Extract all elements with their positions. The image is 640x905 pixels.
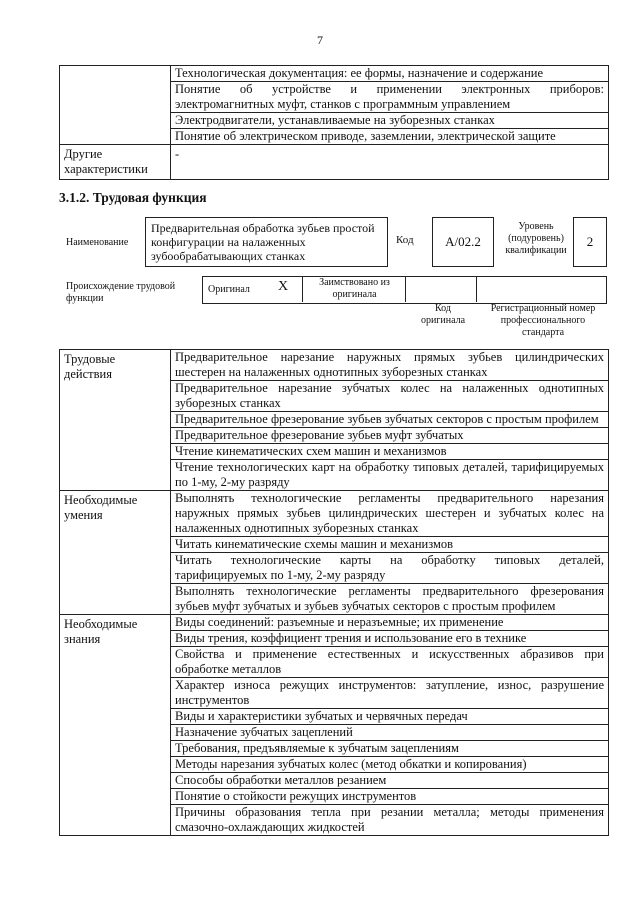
actions-list	[171, 350, 609, 491]
level-label: Уровень (подуровень) квалификации	[505, 221, 567, 256]
list-item: Виды трения, коэффициент трения и использование его в технике	[171, 631, 608, 647]
list-item: Причины образования тепла при резании металла; методы применения смазочно-охлаждающих жидкостей	[175, 805, 604, 834]
top-table	[59, 65, 609, 180]
origin-mark: X	[278, 279, 289, 294]
code-caption: Код оригинала	[420, 303, 466, 326]
list-item: Предварительное нарезание зубчатых колес на налаженных однотипных зуборезных станках	[171, 381, 608, 412]
origin-borrowed: Заимствовано из оригинала	[319, 277, 390, 300]
name-box	[145, 217, 388, 267]
main-table	[59, 349, 609, 836]
reg-caption: Регистрационный номер профессионального стандарта	[490, 303, 596, 338]
list-item: Выполнять технологические регламенты предварительного нарезания наружных прямых зубьев цилиндрических шестерен и зубчатых колес на налаженных однотипных зуборезных станках	[171, 491, 608, 537]
list-item: Свойства и применение естественных и искусственных абразивов при обработке металлов	[171, 647, 608, 678]
list-item: Виды и характеристики зубчатых и червячных передач	[171, 709, 608, 725]
list-item: Характер износа режущих инструментов: затупление, износ, разрушение инструментов	[171, 678, 608, 709]
list-item: Способы обработки металлов резанием	[171, 773, 608, 789]
other-characteristics-value: -	[171, 145, 609, 180]
function-name: Предварительная обработка зубьев простой конфигурации на налаженных зубообрабатывающих станках	[151, 221, 375, 263]
list-item: Понятие о стойкости режущих инструментов	[171, 789, 608, 805]
list-item: Чтение технологических карт на обработку типовых деталей, тарифицируемых по 1-му, 2-му разряду	[175, 460, 604, 489]
section-title: 3.1.2. Трудовая функция	[59, 190, 207, 205]
function-code: А/02.2	[445, 234, 481, 249]
empty-label-cell	[60, 66, 171, 145]
page-number: 7	[317, 33, 323, 47]
skills-list	[171, 491, 609, 615]
list-item: Чтение кинематических схем машин и механизмов	[171, 444, 608, 460]
level-box	[573, 217, 607, 267]
list-item: Назначение зубчатых зацеплений	[171, 725, 608, 741]
code-label: Код	[396, 234, 414, 246]
knowledge-list	[171, 615, 609, 836]
name-label: Наименование	[66, 237, 129, 248]
list-item: Предварительное фрезерование зубьев муфт зубчатых	[171, 428, 608, 444]
list-item: Технологическая документация: ее формы, назначение и содержание	[171, 66, 608, 82]
list-item: Выполнять технологические регламенты предварительного фрезерования зубьев муфт зубчатых и зубьев зубчатых секторов с простым профилем	[175, 584, 604, 613]
origin-label: Происхождение трудовой функции	[66, 281, 176, 304]
list-item: Требования, предъявляемые к зубчатым зацеплениям	[171, 741, 608, 757]
list-item: Предварительное нарезание наружных прямых зубьев цилиндрических шестерен на налаженных однотипных зуборезных станках	[171, 350, 608, 381]
actions-label: Трудовые действия	[60, 350, 171, 491]
list-item: Понятие об электрическом приводе, заземлении, электрической защите	[175, 129, 556, 143]
list-item: Виды соединений: разъемные и неразъемные; их применение	[171, 615, 608, 631]
origin-original: Оригинал	[208, 284, 250, 295]
knowledge-label: Необходимые знания	[60, 615, 171, 836]
list-item: Понятие об устройстве и применении электронных приборов: электромагнитных муфт, станков с программным управлением	[171, 82, 608, 113]
knowledge-continuation	[171, 66, 609, 145]
list-item: Предварительное фрезерование зубьев зубчатых секторов с простым профилем	[171, 412, 608, 428]
code-box	[432, 217, 494, 267]
list-item: Читать технологические карты на обработку типовых деталей, тарифицируемых по 1-му, 2-му разряду	[171, 553, 608, 584]
level-value: 2	[586, 234, 594, 249]
list-item: Читать кинематические схемы машин и механизмов	[171, 537, 608, 553]
list-item: Методы нарезания зубчатых колес (метод обкатки и копирования)	[171, 757, 608, 773]
skills-label: Необходимые умения	[60, 491, 171, 615]
list-item: Электродвигатели, устанавливаемые на зуборезных станках	[171, 113, 608, 129]
other-characteristics-label: Другие характеристики	[60, 145, 171, 180]
